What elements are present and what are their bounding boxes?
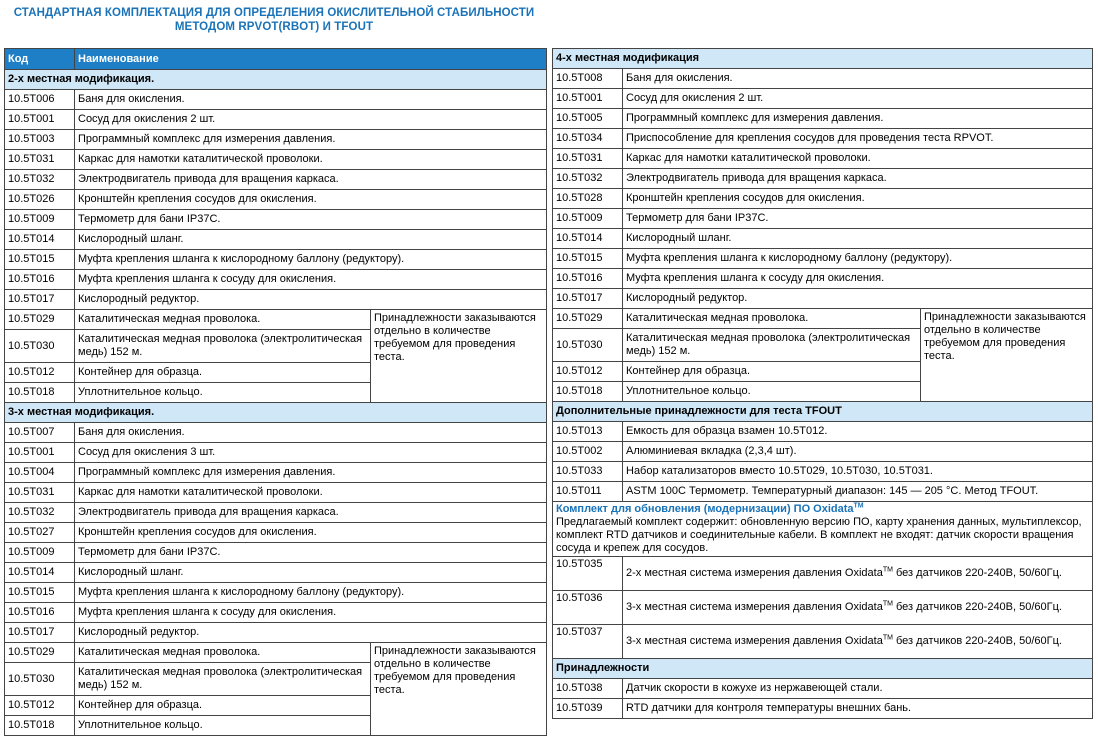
item-code: 10.5T031	[553, 149, 623, 169]
item-name: Приспособление для крепления сосудов для проведения теста RPVOT.	[623, 129, 1093, 149]
item-code: 10.5T038	[553, 679, 623, 699]
item-code: 10.5T026	[5, 190, 75, 210]
accessories-note: Принадлежности заказываются отдельно в количестве требуемом для проведения теста.	[371, 310, 547, 403]
item-name-post: без датчиков 220-240В, 50/60Гц.	[892, 567, 1062, 579]
trademark-mark: TM	[882, 634, 893, 642]
item-name-pre: 3-х местная система измерения давления Oxidata	[626, 635, 883, 647]
item-code: 10.5T036	[553, 591, 623, 625]
item-name: Каталитическая медная проволока (электролитическая медь) 152 м.	[75, 330, 371, 363]
item-code: 10.5T009	[553, 209, 623, 229]
item-name: Уплотнительное кольцо.	[75, 383, 371, 403]
kit-cell	[553, 502, 1093, 557]
item-name	[623, 625, 1093, 659]
item-code: 10.5T017	[5, 623, 75, 643]
item-name: Муфта крепления шланга к кислородному баллону (редуктору).	[623, 249, 1093, 269]
section-accessories	[553, 659, 1093, 679]
trademark-mark: TM	[882, 566, 893, 574]
section-2-place	[5, 70, 547, 90]
item-name: Контейнер для образца.	[75, 363, 371, 383]
table-row	[5, 210, 547, 230]
item-name: Кислородный редуктор.	[623, 289, 1093, 309]
table-row	[553, 482, 1093, 502]
table-row	[553, 557, 1093, 591]
item-code: 10.5T006	[5, 90, 75, 110]
item-name: Баня для окисления.	[75, 90, 547, 110]
title-line-1: СТАНДАРТНАЯ КОМПЛЕКТАЦИЯ ДЛЯ ОПРЕДЕЛЕНИЯ ОКИСЛИТЕЛЬНОЙ СТАБИЛЬНОСТИ	[13, 7, 535, 19]
item-code: 10.5T032	[553, 169, 623, 189]
item-code: 10.5T031	[5, 483, 75, 503]
item-name: Кислородный редуктор.	[75, 290, 547, 310]
item-name: Муфта крепления шланга к сосуду для окисления.	[623, 269, 1093, 289]
item-code: 10.5T029	[5, 643, 75, 663]
item-code: 10.5T015	[5, 583, 75, 603]
item-name: Программный комплекс для измерения давления.	[75, 130, 547, 150]
item-name: Баня для окисления.	[623, 69, 1093, 89]
trademark-mark: TM	[882, 600, 893, 608]
kit-title	[556, 503, 1089, 516]
table-row	[553, 442, 1093, 462]
item-code: 10.5T013	[553, 422, 623, 442]
table-row	[5, 110, 547, 130]
item-name: Каркас для намотки каталитической проволоки.	[623, 149, 1093, 169]
table-row	[553, 309, 1093, 329]
item-code: 10.5T035	[553, 557, 623, 591]
table-row	[5, 503, 547, 523]
item-name: Сосуд для окисления 2 шт.	[623, 89, 1093, 109]
item-name: Каталитическая медная проволока.	[75, 643, 371, 663]
item-code: 10.5T009	[5, 543, 75, 563]
header-code: Код	[5, 49, 75, 70]
item-name: Набор катализаторов вместо 10.5T029, 10.5T030, 10.5T031.	[623, 462, 1093, 482]
table-row	[553, 625, 1093, 659]
title-line-2: МЕТОДОМ RPVOT(RBOT) И TFOUT	[174, 21, 374, 33]
item-name-pre: 2-х местная система измерения давления Oxidata	[626, 567, 883, 579]
section-3-place	[5, 403, 547, 423]
table-row	[553, 591, 1093, 625]
table-row	[5, 90, 547, 110]
item-name	[623, 557, 1093, 591]
table-row	[553, 169, 1093, 189]
accessories-note: Принадлежности заказываются отдельно в количестве требуемом для проведения теста.	[371, 643, 547, 736]
item-code: 10.5T015	[553, 249, 623, 269]
item-code: 10.5T001	[5, 110, 75, 130]
table-row	[5, 543, 547, 563]
item-code: 10.5T004	[5, 463, 75, 483]
item-name: Баня для окисления.	[75, 423, 547, 443]
table-row	[553, 109, 1093, 129]
table-row	[5, 643, 547, 663]
item-code: 10.5T003	[5, 130, 75, 150]
item-name: Программный комплекс для измерения давления.	[623, 109, 1093, 129]
table-row	[553, 89, 1093, 109]
item-name: Каркас для намотки каталитической проволоки.	[75, 150, 547, 170]
item-name: Муфта крепления шланга к кислородному баллону (редуктору).	[75, 250, 547, 270]
item-code: 10.5T039	[553, 699, 623, 719]
item-code: 10.5T032	[5, 503, 75, 523]
item-code: 10.5T014	[5, 563, 75, 583]
item-name: Кислородный редуктор.	[75, 623, 547, 643]
item-code: 10.5T002	[553, 442, 623, 462]
section-title: 3-х местная модификация.	[5, 403, 547, 423]
table-row	[553, 699, 1093, 719]
item-name: Емкость для образца взамен 10.5T012.	[623, 422, 1093, 442]
kit-title-text: Комплект для обновления (модернизации) ПО Oxidata	[556, 503, 854, 515]
table-row	[553, 422, 1093, 442]
item-name: Каталитическая медная проволока.	[75, 310, 371, 330]
table-row	[553, 679, 1093, 699]
table-row	[553, 229, 1093, 249]
item-name: Термометр для бани IP37C.	[623, 209, 1093, 229]
table-row	[553, 249, 1093, 269]
table-row	[553, 289, 1093, 309]
table-row	[553, 462, 1093, 482]
table-row	[553, 269, 1093, 289]
item-name: Муфта крепления шланга к кислородному баллону (редуктору).	[75, 583, 547, 603]
item-code: 10.5T017	[5, 290, 75, 310]
item-name: Датчик скорости в кожухе из нержавеющей стали.	[623, 679, 1093, 699]
item-code: 10.5T012	[5, 363, 75, 383]
item-code: 10.5T014	[553, 229, 623, 249]
item-code: 10.5T016	[553, 269, 623, 289]
table-row	[5, 290, 547, 310]
item-name-pre: 3-х местная система измерения давления Oxidata	[626, 601, 883, 613]
item-name: Кислородный шланг.	[75, 230, 547, 250]
item-name: Электродвигатель привода для вращения каркаса.	[75, 170, 547, 190]
right-table	[552, 48, 1093, 719]
item-code: 10.5T029	[5, 310, 75, 330]
item-name: Каталитическая медная проволока (электролитическая медь) 152 м.	[623, 329, 921, 362]
table-row	[5, 310, 547, 330]
table-row	[5, 170, 547, 190]
kit-row	[553, 502, 1093, 557]
item-code: 10.5T034	[553, 129, 623, 149]
trademark-mark: TM	[853, 502, 864, 510]
item-name: Термометр для бани IP37C.	[75, 210, 547, 230]
table-row	[5, 150, 547, 170]
item-name: Кронштейн крепления сосудов для окисления.	[75, 523, 547, 543]
item-name-post: без датчиков 220-240В, 50/60Гц.	[892, 601, 1062, 613]
item-code: 10.5T018	[553, 382, 623, 402]
item-name: Уплотнительное кольцо.	[623, 382, 921, 402]
item-code: 10.5T030	[5, 330, 75, 363]
section-4-place	[553, 49, 1093, 69]
item-code: 10.5T017	[553, 289, 623, 309]
item-code: 10.5T016	[5, 270, 75, 290]
table-row	[5, 270, 547, 290]
item-name: Сосуд для окисления 2 шт.	[75, 110, 547, 130]
item-code: 10.5T033	[553, 462, 623, 482]
item-name: Кронштейн крепления сосудов для окисления.	[75, 190, 547, 210]
table-row	[5, 423, 547, 443]
section-title: 2-х местная модификация.	[5, 70, 547, 90]
table-row	[553, 129, 1093, 149]
item-code: 10.5T008	[553, 69, 623, 89]
item-code: 10.5T016	[5, 603, 75, 623]
item-name: Контейнер для образца.	[75, 696, 371, 716]
item-name: Программный комплекс для измерения давления.	[75, 463, 547, 483]
item-code: 10.5T037	[553, 625, 623, 659]
table-row	[5, 230, 547, 250]
table-row	[5, 250, 547, 270]
header-row	[5, 49, 547, 70]
item-code: 10.5T005	[553, 109, 623, 129]
item-name: Каркас для намотки каталитической проволоки.	[75, 483, 547, 503]
item-code: 10.5T001	[5, 443, 75, 463]
item-name: Алюминиевая вкладка (2,3,4 шт).	[623, 442, 1093, 462]
kit-description: Предлагаемый комплект содержит: обновленную версию ПО, карту хранения данных, мультиплексор, комплект RTD датчиков и соединительные кабели. В комплект не входят: датчик скорости вращения сосуда и крепеж для сосудов.	[556, 516, 1082, 554]
section-title: Дополнительные принадлежности для теста TFOUT	[553, 402, 1093, 422]
item-code: 10.5T018	[5, 383, 75, 403]
table-row	[5, 443, 547, 463]
item-name: Кислородный шланг.	[75, 563, 547, 583]
item-code: 10.5T027	[5, 523, 75, 543]
page-title	[0, 6, 548, 34]
table-row	[5, 483, 547, 503]
table-row	[5, 463, 547, 483]
item-name: Электродвигатель привода для вращения каркаса.	[623, 169, 1093, 189]
item-code: 10.5T031	[5, 150, 75, 170]
section-title: Принадлежности	[553, 659, 1093, 679]
item-code: 10.5T007	[5, 423, 75, 443]
section-tfout	[553, 402, 1093, 422]
item-name: Кронштейн крепления сосудов для окисления.	[623, 189, 1093, 209]
item-name: Контейнер для образца.	[623, 362, 921, 382]
item-name: Каталитическая медная проволока (электролитическая медь) 152 м.	[75, 663, 371, 696]
item-code: 10.5T018	[5, 716, 75, 736]
item-code: 10.5T032	[5, 170, 75, 190]
table-row	[5, 623, 547, 643]
table-row	[5, 563, 547, 583]
item-name: ASTM 100C Термометр. Температурный диапазон: 145 — 205 °С. Метод TFOUT.	[623, 482, 1093, 502]
item-code: 10.5T030	[5, 663, 75, 696]
table-row	[5, 190, 547, 210]
item-code: 10.5T014	[5, 230, 75, 250]
item-name: Электродвигатель привода для вращения каркаса.	[75, 503, 547, 523]
accessories-note: Принадлежности заказываются отдельно в количестве требуемом для проведения теста.	[921, 309, 1093, 402]
item-name: Уплотнительное кольцо.	[75, 716, 371, 736]
item-name: RTD датчики для контроля температуры внешних бань.	[623, 699, 1093, 719]
item-code: 10.5T015	[5, 250, 75, 270]
table-row	[553, 69, 1093, 89]
left-table	[4, 48, 547, 736]
table-row	[5, 130, 547, 150]
item-code: 10.5T009	[5, 210, 75, 230]
item-code: 10.5T012	[5, 696, 75, 716]
table-row	[5, 583, 547, 603]
table-row	[553, 209, 1093, 229]
item-code: 10.5T028	[553, 189, 623, 209]
item-code: 10.5T030	[553, 329, 623, 362]
item-name: Каталитическая медная проволока.	[623, 309, 921, 329]
item-name: Муфта крепления шланга к сосуду для окисления.	[75, 270, 547, 290]
table-row	[5, 603, 547, 623]
item-code: 10.5T029	[553, 309, 623, 329]
item-code: 10.5T011	[553, 482, 623, 502]
item-name: Кислородный шланг.	[623, 229, 1093, 249]
item-name: Сосуд для окисления 3 шт.	[75, 443, 547, 463]
item-name-post: без датчиков 220-240В, 50/60Гц.	[892, 635, 1062, 647]
table-row	[5, 523, 547, 543]
header-name: Наименование	[75, 49, 547, 70]
table-row	[553, 189, 1093, 209]
table-row	[553, 149, 1093, 169]
item-name	[623, 591, 1093, 625]
section-title: 4-х местная модификация	[553, 49, 1093, 69]
item-code: 10.5T012	[553, 362, 623, 382]
item-code: 10.5T001	[553, 89, 623, 109]
item-name: Муфта крепления шланга к сосуду для окисления.	[75, 603, 547, 623]
item-name: Термометр для бани IP37C.	[75, 543, 547, 563]
